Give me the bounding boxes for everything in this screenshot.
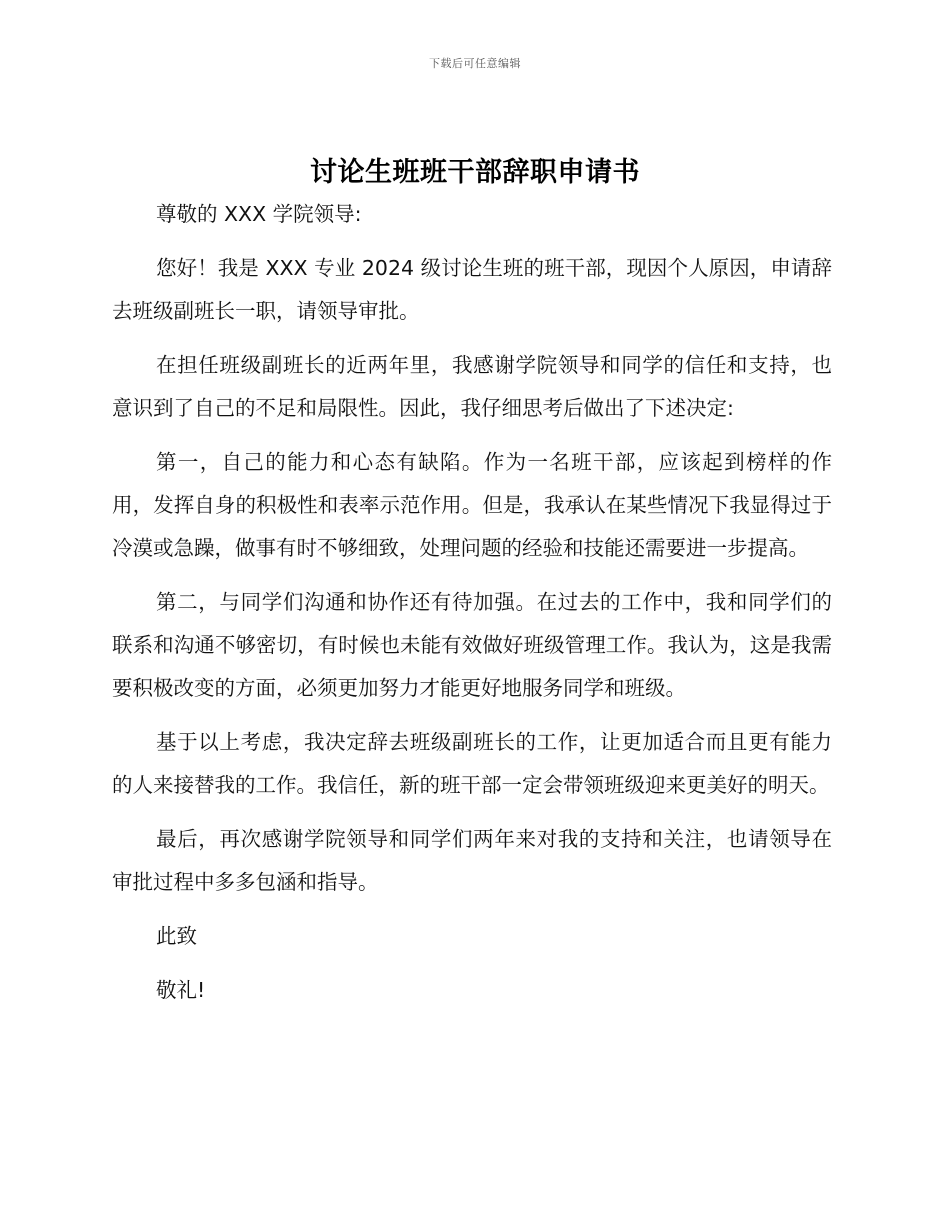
closing-salute: 敬礼! [156, 978, 206, 1002]
paragraph-decision: 基于以上考虑，我决定辞去班级副班长的工作，让更加适合而且更有能力的人来接替我的工作。我信任，新的班干部一定会带领班级迎来更美好的明天。 [112, 730, 832, 797]
paragraph-second-reason: 第二，与同学们沟通和协作还有待加强。在过去的工作中，我和同学们的联系和沟通不够密切，有时候也未能有效做好班级管理工作。我认为，这是我需要积极改变的方面，必须更加努力才能更好地服务同学和班级。 [112, 590, 832, 700]
paragraph-thanks: 最后，再次感谢学院领导和同学们两年来对我的支持和关注，也请领导在审批过程中多多包涵和指导。 [112, 827, 832, 894]
closing-respectfully: 此致 [156, 924, 197, 948]
salutation: 尊敬的 XXX 学院领导: [156, 202, 362, 226]
paragraph-greeting: 您好！我是 XXX 专业 2024 级讨论生班的班干部，现因个人原因，申请辞去班级副班长一职，请领导审批。 [112, 256, 832, 323]
paragraph-first-reason: 第一，自己的能力和心态有缺陷。作为一名班干部，应该起到榜样的作用，发挥自身的积极性和表率示范作用。但是，我承认在某些情况下我显得过于冷漠或急躁，做事有时不够细致，处理问题的经验和技能还需要进一步提高。 [112, 450, 832, 560]
document-title: 讨论生班班干部辞职申请书 [310, 157, 640, 188]
paragraph-reflection: 在担任班级副班长的近两年里，我感谢学院领导和同学的信任和支持，也意识到了自己的不足和局限性。因此，我仔细思考后做出了下述决定: [112, 353, 832, 420]
document-body [112, 193, 832, 1023]
page-header-note: 下载后可任意编辑 [429, 57, 521, 70]
